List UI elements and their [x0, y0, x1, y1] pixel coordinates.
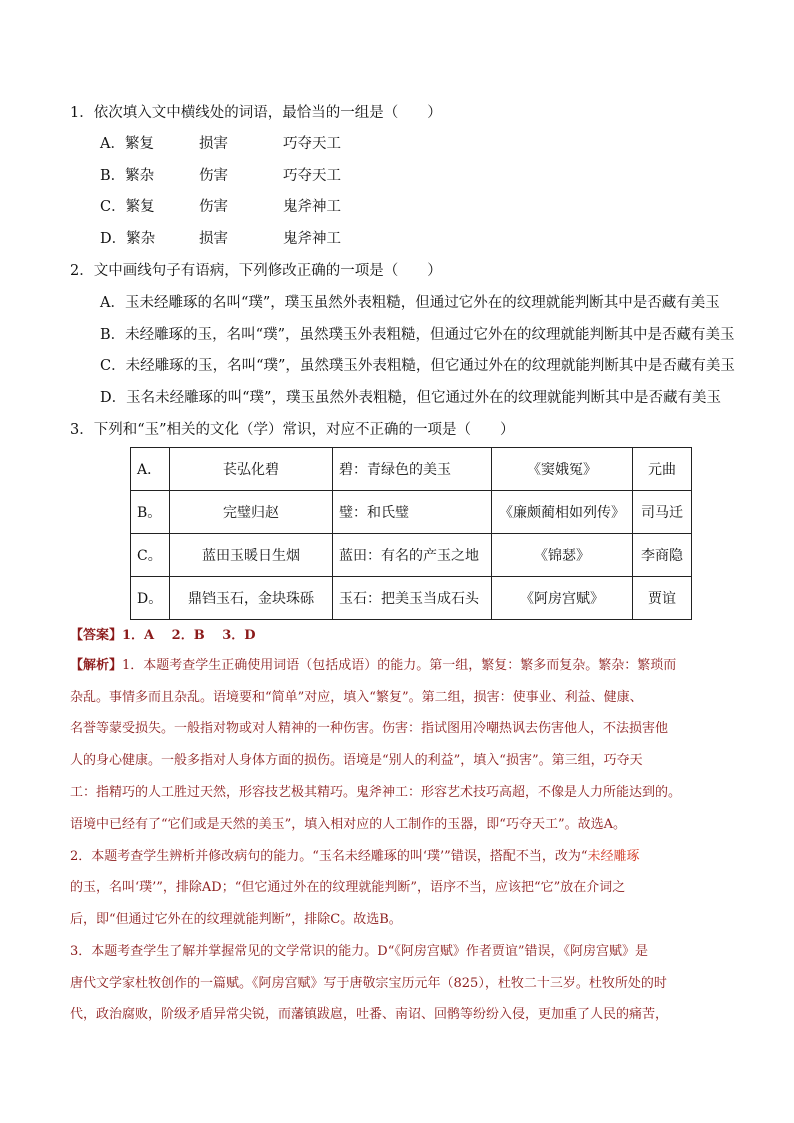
answer-tag: 【答案】: [70, 628, 123, 643]
question-2-stem: 2．文中画线句子有语病，下列修改正确的一项是（ ）: [70, 263, 442, 279]
table-cell: 李商隐: [633, 534, 692, 577]
q1-option-c: C．繁复 伤害 鬼斧神工: [100, 199, 341, 215]
analysis-line: 唐代文学家杜牧创作的一篇赋。《阿房宫赋》写于唐敬宗宝历元年（825），杜牧二十三岁。杜牧所处的时: [70, 976, 667, 991]
table-cell: C。: [131, 534, 170, 577]
highlight-text: 未经雕琢: [587, 849, 640, 864]
q1-option-b: B．繁杂 伤害 巧夺天工: [100, 168, 341, 184]
table-cell: 《锦瑟》: [492, 534, 633, 577]
table-cell: 蓝田玉暖日生烟: [170, 534, 333, 577]
q3-table: [130, 447, 692, 620]
answer-line: [70, 624, 256, 643]
analysis-line: 后，即“但通过它外在的纹理就能判断”，排除C。故选B。: [70, 912, 402, 927]
analysis-line: 人的身心健康。一般多指对人身体方面的损伤。语境是“别人的利益”，填入“损害”。第三组，巧夺天: [70, 753, 643, 768]
table-cell: 苌弘化碧: [170, 448, 333, 491]
analysis-line: 【解析】1．本题考查学生正确使用词语（包括成语）的能力。第一组，繁复：繁多而复杂。繁杂：繁琐而: [70, 658, 677, 673]
question-3-stem: 3．下列和“玉”相关的文化（学）常识，对应不正确的一项是（ ）: [70, 422, 515, 438]
table-cell: 完璧归赵: [170, 491, 333, 534]
q2-option-a: A．玉未经雕琢的名叫“璞”，璞玉虽然外表粗糙，但通过它外在的纹理就能判断其中是否藏有美玉: [100, 295, 720, 311]
table-row: [131, 534, 692, 577]
q2-option-d: D．玉名未经雕琢的叫“璞”，璞玉虽然外表粗糙，但它通过外在的纹理就能判断其中是否藏有美玉: [100, 390, 721, 406]
table-row: [131, 577, 692, 620]
table-row: [131, 448, 692, 491]
question-1-stem: 1．依次填入文中横线处的词语，最恰当的一组是（ ）: [70, 105, 442, 121]
table-cell: A．: [131, 448, 170, 491]
analysis-line: 代，政治腐败，阶级矛盾异常尖锐，而藩镇跋扈，吐番、南诏、回鹘等纷纷入侵，更加重了人民的痛苦，: [70, 1007, 669, 1022]
table-cell: 《窦娥冤》: [492, 448, 633, 491]
analysis-line: 名誉等蒙受损失。一般指对物或对人精神的一种伤害。伤害：指试图用冷嘲热讽去伤害他人，不法损害他: [70, 721, 669, 736]
q2-option-c: C．未经雕琢的玉，名叫“璞”，虽然璞玉外表粗糙，但它通过外在的纹理就能判断其中是否藏有美玉: [100, 358, 735, 374]
q1-option-d: D．繁杂 损害 鬼斧神工: [100, 231, 341, 247]
table-cell: 《阿房宫赋》: [492, 577, 633, 620]
table-cell: 司马迁: [633, 491, 692, 534]
table-cell: 元曲: [633, 448, 692, 491]
q2-option-b: B．未经雕琢的玉，名叫“璞”，虽然璞玉外表粗糙，但通过它外在的纹理就能判断其中是否藏有美玉: [100, 327, 735, 343]
table-cell: 蓝田：有名的产玉之地: [333, 534, 492, 577]
analysis-line: 3．本题考查学生了解并掌握常见的文学常识的能力。D“《阿房宫赋》作者贾谊”错误，《阿房宫赋》是: [70, 944, 648, 959]
table-cell: 《廉颇蔺相如列传》: [492, 491, 633, 534]
table-cell: 碧：青绿色的美玉: [333, 448, 492, 491]
table-cell: 玉石：把美玉当成石头: [333, 577, 492, 620]
table-cell: 璧：和氏璧: [333, 491, 492, 534]
analysis-line: 2．本题考查学生辨析并修改病句的能力。“玉名未经雕琢的叫‘璞’”错误，搭配不当，改为“未经雕琢: [70, 849, 640, 864]
analysis-tag: 【解析】: [70, 658, 123, 673]
table-cell: D。: [131, 577, 170, 620]
q1-option-a: A．繁复 损害 巧夺天工: [100, 136, 341, 152]
analysis-line: 语境中已经有了“它们或是天然的美玉”，填入相对应的人工制作的玉器，即“巧夺天工”。故选A。: [70, 817, 626, 832]
table-row: [131, 491, 692, 534]
analysis-line: 工：指精巧的人工胜过天然，形容技艺极其精巧。鬼斧神工：形容艺术技巧高超，不像是人力所能达到的。: [70, 785, 682, 800]
table-cell: 贾谊: [633, 577, 692, 620]
analysis-line: 杂乱。事情多而且杂乱。语境要和“简单”对应，填入“繁复”。第二组，损害：使事业、利益、健康、: [70, 690, 643, 705]
analysis-line: 的玉，名叫‘璞’”，排除AD；“但它通过外在的纹理就能判断”，语序不当，应该把“它”放在介词之: [70, 880, 626, 895]
answer-text: 1．A 2．B 3．D: [122, 628, 256, 643]
table-cell: 鼎铛玉石，金块珠砾: [170, 577, 333, 620]
table-cell: B。: [131, 491, 170, 534]
